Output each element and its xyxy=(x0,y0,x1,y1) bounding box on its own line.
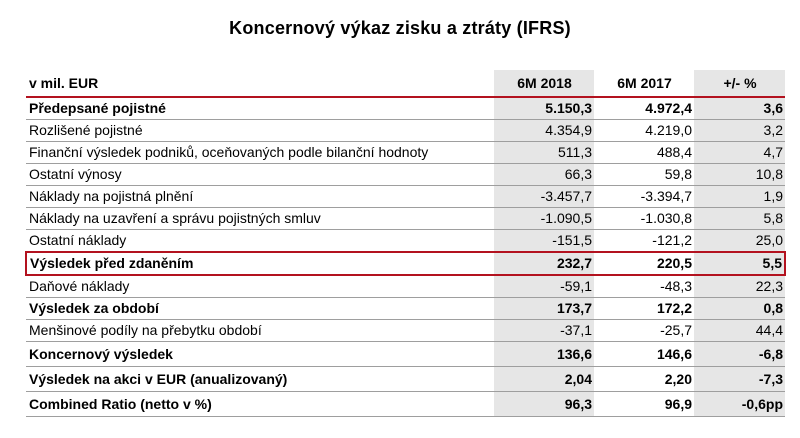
table-row xyxy=(26,298,785,320)
value-2017: -121,2 xyxy=(594,230,694,253)
value-change: 10,8 xyxy=(694,164,785,186)
row-label: Combined Ratio (netto v %) xyxy=(26,392,494,417)
header-label: v mil. EUR xyxy=(29,75,99,91)
table-row xyxy=(26,275,785,298)
value-2017: 4.219,0 xyxy=(594,120,694,142)
table-row xyxy=(26,120,785,142)
value-2017: -1.030,8 xyxy=(594,208,694,230)
value-2017: -3.394,7 xyxy=(594,186,694,208)
value-change: 4,7 xyxy=(694,142,785,164)
value-2018: -3.457,7 xyxy=(494,186,594,208)
value-2018: 173,7 xyxy=(494,298,594,320)
header-change: +/- % xyxy=(694,70,785,97)
value-change: 5,8 xyxy=(694,208,785,230)
value-2018: 96,3 xyxy=(494,392,594,417)
row-label: Náklady na pojistná plnění xyxy=(26,186,494,208)
value-change: 3,6 xyxy=(694,97,785,120)
table-header-row xyxy=(26,70,785,97)
value-2017: -48,3 xyxy=(594,275,694,298)
value-change: -0,6pp xyxy=(694,392,785,417)
row-label: Výsledek před zdaněním xyxy=(26,252,494,275)
row-label: Finanční výsledek podniků, oceňovaných podle bilanční hodnoty xyxy=(26,142,494,164)
value-2017: 488,4 xyxy=(594,142,694,164)
table-row xyxy=(26,97,785,120)
table-row xyxy=(26,392,785,417)
income-statement-table xyxy=(25,70,786,417)
value-change: 44,4 xyxy=(694,320,785,342)
value-2017: 2,20 xyxy=(594,367,694,392)
value-2017: 96,9 xyxy=(594,392,694,417)
value-2018: 2,04 xyxy=(494,367,594,392)
value-2018: 232,7 xyxy=(494,252,594,275)
table-row-highlighted xyxy=(26,252,785,275)
value-2018: -151,5 xyxy=(494,230,594,253)
value-2018: 5.150,3 xyxy=(494,97,594,120)
value-2018: -37,1 xyxy=(494,320,594,342)
table-row xyxy=(26,142,785,164)
table-row xyxy=(26,367,785,392)
table-row xyxy=(26,342,785,367)
row-label: Ostatní výnosy xyxy=(26,164,494,186)
row-label: Výsledek za období xyxy=(26,298,494,320)
value-2017: 172,2 xyxy=(594,298,694,320)
value-2018: 511,3 xyxy=(494,142,594,164)
row-label: Výsledek na akci v EUR (anualizovaný) xyxy=(26,367,494,392)
row-label: Rozlišené pojistné xyxy=(26,120,494,142)
value-2018: 66,3 xyxy=(494,164,594,186)
header-6m-2017: 6M 2017 xyxy=(617,75,672,91)
table-row xyxy=(26,230,785,253)
table-row xyxy=(26,208,785,230)
row-label: Menšinové podíly na přebytku období xyxy=(26,320,494,342)
row-label: Předepsané pojistné xyxy=(26,97,494,120)
value-change: 22,3 xyxy=(694,275,785,298)
value-2018: 136,6 xyxy=(494,342,594,367)
table-row xyxy=(26,186,785,208)
value-change: 3,2 xyxy=(694,120,785,142)
row-label: Koncernový výsledek xyxy=(26,342,494,367)
report-title: Koncernový výkaz zisku a ztráty (IFRS) xyxy=(229,18,571,38)
value-2017: -25,7 xyxy=(594,320,694,342)
value-2017: 146,6 xyxy=(594,342,694,367)
value-change: -6,8 xyxy=(694,342,785,367)
value-change: 1,9 xyxy=(694,186,785,208)
table-row xyxy=(26,164,785,186)
row-label: Náklady na uzavření a správu pojistných smluv xyxy=(26,208,494,230)
value-change: 25,0 xyxy=(694,230,785,253)
table-row xyxy=(26,320,785,342)
row-label: Ostatní náklady xyxy=(26,230,494,253)
row-label: Daňové náklady xyxy=(26,275,494,298)
value-change: -7,3 xyxy=(694,367,785,392)
value-change: 5,5 xyxy=(694,252,785,275)
value-2017: 220,5 xyxy=(594,252,694,275)
value-2017: 4.972,4 xyxy=(594,97,694,120)
value-change: 0,8 xyxy=(694,298,785,320)
value-2018: -1.090,5 xyxy=(494,208,594,230)
value-2017: 59,8 xyxy=(594,164,694,186)
header-6m-2018: 6M 2018 xyxy=(494,70,594,97)
value-2018: -59,1 xyxy=(494,275,594,298)
value-2018: 4.354,9 xyxy=(494,120,594,142)
